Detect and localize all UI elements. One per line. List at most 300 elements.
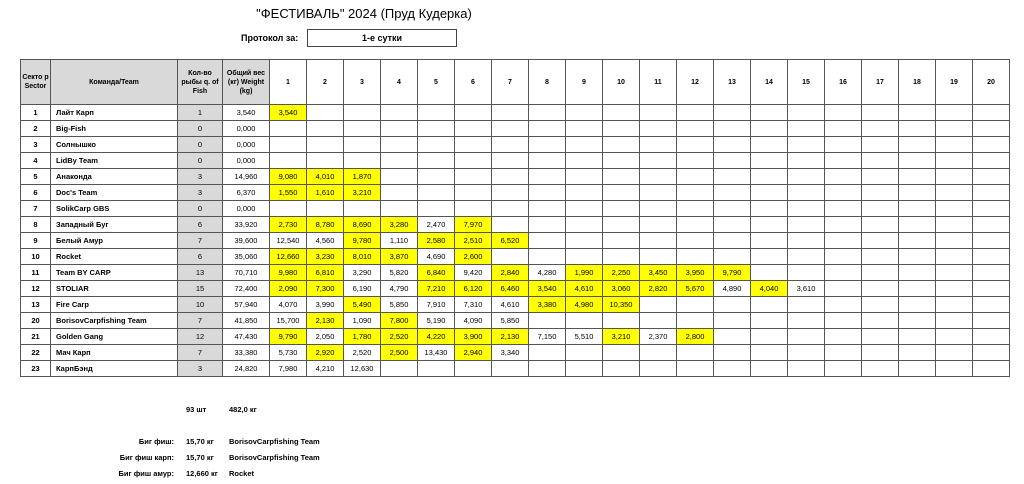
sector-cell: 7: [21, 201, 51, 217]
fish-cell: [603, 345, 640, 361]
fish-cell: [640, 105, 677, 121]
sector-cell: 6: [21, 185, 51, 201]
fish-cell: 5,820: [381, 265, 418, 281]
fish-cell: [677, 185, 714, 201]
fish-cell: [566, 137, 603, 153]
fish-cell: [270, 153, 307, 169]
fish-cell: [529, 361, 566, 377]
fish-cell: 1,110: [381, 233, 418, 249]
fish-cell: [529, 249, 566, 265]
weight-cell: 0,000: [223, 121, 270, 137]
fish-cell: [455, 361, 492, 377]
fish-cell: [455, 137, 492, 153]
fish-cell: [566, 201, 603, 217]
fish-cell: [936, 249, 973, 265]
fish-cell: 6,460: [492, 281, 529, 297]
fish-cell: 3,290: [344, 265, 381, 281]
fish-cell: 7,910: [418, 297, 455, 313]
count-cell: 7: [178, 345, 223, 361]
table-row: [21, 137, 1010, 153]
header-fish-17: 17: [862, 60, 899, 105]
table-row: [21, 105, 1010, 121]
fish-cell: [714, 105, 751, 121]
fish-cell: 13,430: [418, 345, 455, 361]
fish-cell: [492, 249, 529, 265]
fish-cell: [603, 313, 640, 329]
fish-cell: [751, 265, 788, 281]
count-cell: 0: [178, 121, 223, 137]
fish-cell: [640, 121, 677, 137]
fish-cell: [344, 121, 381, 137]
fish-cell: [603, 361, 640, 377]
fish-cell: 12,540: [270, 233, 307, 249]
big-fish-carp-label: Биг фиш карп:: [119, 453, 174, 462]
fish-cell: 15,700: [270, 313, 307, 329]
fish-cell: [973, 153, 1010, 169]
fish-cell: 3,610: [788, 281, 825, 297]
fish-cell: 2,130: [492, 329, 529, 345]
fish-cell: [566, 121, 603, 137]
fish-cell: [751, 105, 788, 121]
fish-cell: [529, 185, 566, 201]
fish-cell: [862, 233, 899, 249]
fish-cell: [973, 201, 1010, 217]
fish-cell: 9,790: [714, 265, 751, 281]
fish-cell: [640, 217, 677, 233]
fish-cell: [862, 345, 899, 361]
fish-cell: 12,630: [344, 361, 381, 377]
fish-cell: [677, 233, 714, 249]
header-fish-9: 9: [566, 60, 603, 105]
fish-cell: 4,890: [714, 281, 751, 297]
fish-cell: [936, 233, 973, 249]
fish-cell: 2,090: [270, 281, 307, 297]
fish-cell: 1,870: [344, 169, 381, 185]
fish-cell: [418, 121, 455, 137]
sector-cell: 10: [21, 249, 51, 265]
team-cell: КарпБэнд: [51, 361, 178, 377]
fish-cell: 4,040: [751, 281, 788, 297]
fish-cell: [788, 137, 825, 153]
fish-cell: [529, 217, 566, 233]
fish-cell: [825, 361, 862, 377]
fish-cell: [529, 121, 566, 137]
fish-cell: [270, 121, 307, 137]
table-row: [21, 361, 1010, 377]
fish-cell: [344, 201, 381, 217]
fish-cell: [381, 185, 418, 201]
count-cell: 3: [178, 361, 223, 377]
fish-cell: [973, 297, 1010, 313]
fish-cell: 12,660: [270, 249, 307, 265]
fish-cell: [936, 297, 973, 313]
fish-cell: [751, 137, 788, 153]
table-row: [21, 217, 1010, 233]
fish-cell: [973, 281, 1010, 297]
fish-cell: [603, 153, 640, 169]
fish-cell: [381, 121, 418, 137]
fish-cell: [492, 185, 529, 201]
weight-cell: 35,060: [223, 249, 270, 265]
header-fish-3: 3: [344, 60, 381, 105]
fish-cell: [936, 201, 973, 217]
fish-cell: [751, 361, 788, 377]
fish-cell: [714, 297, 751, 313]
fish-cell: [381, 201, 418, 217]
fish-cell: 4,690: [418, 249, 455, 265]
fish-cell: [455, 121, 492, 137]
fish-cell: [936, 153, 973, 169]
fish-cell: 4,560: [307, 233, 344, 249]
team-cell: LidBy Team: [51, 153, 178, 169]
fish-cell: [714, 313, 751, 329]
fish-cell: [603, 217, 640, 233]
fish-cell: 2,510: [455, 233, 492, 249]
fish-cell: [899, 217, 936, 233]
fish-cell: 7,980: [270, 361, 307, 377]
fish-cell: [566, 345, 603, 361]
fish-cell: [418, 169, 455, 185]
fish-cell: [640, 233, 677, 249]
fish-cell: [862, 217, 899, 233]
fish-cell: [899, 297, 936, 313]
fish-cell: [788, 297, 825, 313]
fish-cell: 4,070: [270, 297, 307, 313]
fish-cell: 3,280: [381, 217, 418, 233]
fish-cell: [381, 169, 418, 185]
fish-cell: [936, 265, 973, 281]
fish-cell: [492, 153, 529, 169]
fish-cell: [899, 201, 936, 217]
fish-cell: [973, 169, 1010, 185]
fish-cell: 2,470: [418, 217, 455, 233]
fish-cell: [640, 361, 677, 377]
fish-cell: [825, 185, 862, 201]
fish-cell: [714, 361, 751, 377]
header-fish-1: 1: [270, 60, 307, 105]
fish-cell: [899, 169, 936, 185]
fish-cell: [751, 329, 788, 345]
sector-cell: 1: [21, 105, 51, 121]
fish-cell: [788, 169, 825, 185]
fish-cell: [603, 121, 640, 137]
fish-cell: 10,350: [603, 297, 640, 313]
fish-cell: [973, 121, 1010, 137]
fish-cell: 5,850: [492, 313, 529, 329]
fish-cell: [529, 169, 566, 185]
sector-cell: 8: [21, 217, 51, 233]
fish-cell: [751, 121, 788, 137]
fish-cell: 2,130: [307, 313, 344, 329]
fish-cell: [418, 201, 455, 217]
fish-cell: [899, 329, 936, 345]
fish-cell: [677, 137, 714, 153]
count-cell: 12: [178, 329, 223, 345]
fish-cell: [751, 201, 788, 217]
fish-cell: [677, 297, 714, 313]
fish-cell: 6,810: [307, 265, 344, 281]
weight-cell: 33,380: [223, 345, 270, 361]
fish-cell: [862, 281, 899, 297]
fish-cell: [936, 281, 973, 297]
fish-cell: 5,490: [344, 297, 381, 313]
fish-cell: [973, 137, 1010, 153]
fish-cell: [455, 105, 492, 121]
fish-cell: 6,840: [418, 265, 455, 281]
count-cell: 0: [178, 137, 223, 153]
fish-cell: [677, 313, 714, 329]
count-cell: 0: [178, 153, 223, 169]
weight-cell: 0,000: [223, 137, 270, 153]
sector-cell: 22: [21, 345, 51, 361]
team-cell: STOLIAR: [51, 281, 178, 297]
fish-cell: [603, 201, 640, 217]
fish-cell: [677, 345, 714, 361]
fish-cell: [307, 153, 344, 169]
fish-cell: [862, 121, 899, 137]
fish-cell: [751, 345, 788, 361]
sector-cell: 5: [21, 169, 51, 185]
sector-cell: 23: [21, 361, 51, 377]
fish-cell: [825, 297, 862, 313]
fish-cell: [418, 185, 455, 201]
sector-cell: 4: [21, 153, 51, 169]
fish-cell: [640, 169, 677, 185]
weight-cell: 47,430: [223, 329, 270, 345]
weight-cell: 70,710: [223, 265, 270, 281]
header-fish-12: 12: [677, 60, 714, 105]
big-fish-team: BorisovCarpfishing Team: [229, 437, 320, 446]
fish-cell: [862, 265, 899, 281]
fish-cell: [899, 105, 936, 121]
fish-cell: 8,780: [307, 217, 344, 233]
fish-cell: [862, 201, 899, 217]
fish-cell: [862, 185, 899, 201]
weight-cell: 24,820: [223, 361, 270, 377]
fish-cell: 2,500: [381, 345, 418, 361]
fish-cell: 2,580: [418, 233, 455, 249]
weight-cell: 41,850: [223, 313, 270, 329]
fish-cell: [566, 169, 603, 185]
fish-cell: [566, 153, 603, 169]
big-fish-value: 15,70 кг: [186, 437, 214, 446]
fish-cell: 2,520: [344, 345, 381, 361]
fish-cell: [751, 185, 788, 201]
fish-cell: 1,990: [566, 265, 603, 281]
fish-cell: 8,010: [344, 249, 381, 265]
fish-cell: [788, 217, 825, 233]
big-fish-amur-team: Rocket: [229, 469, 255, 478]
fish-cell: [788, 361, 825, 377]
fish-cell: [862, 249, 899, 265]
team-cell: Doc's Team: [51, 185, 178, 201]
fish-cell: [862, 153, 899, 169]
table-row: [21, 201, 1010, 217]
fish-cell: [714, 233, 751, 249]
fish-cell: [566, 233, 603, 249]
fish-cell: [640, 201, 677, 217]
fish-cell: 9,980: [270, 265, 307, 281]
sector-cell: 2: [21, 121, 51, 137]
header-count: Кол-во рыбы q. of Fish: [178, 60, 223, 105]
total-weight: 482,0 кг: [229, 405, 257, 414]
team-cell: Fire Carp: [51, 297, 178, 313]
fish-cell: [381, 105, 418, 121]
fish-cell: [862, 361, 899, 377]
fish-cell: [640, 137, 677, 153]
team-cell: Белый Амур: [51, 233, 178, 249]
header-fish-5: 5: [418, 60, 455, 105]
fish-cell: [492, 105, 529, 121]
fish-cell: [418, 105, 455, 121]
fish-cell: [344, 105, 381, 121]
header-fish-4: 4: [381, 60, 418, 105]
fish-cell: [714, 137, 751, 153]
fish-cell: [973, 345, 1010, 361]
header-fish-15: 15: [788, 60, 825, 105]
fish-cell: [899, 265, 936, 281]
fish-cell: [529, 201, 566, 217]
sector-cell: 3: [21, 137, 51, 153]
table-row: [21, 281, 1010, 297]
fish-cell: 5,850: [381, 297, 418, 313]
big-fish-carp-value: 15,70 кг: [186, 453, 214, 462]
fish-cell: [566, 361, 603, 377]
fish-cell: [936, 217, 973, 233]
team-cell: BorisovCarpfishing Team: [51, 313, 178, 329]
table-row: [21, 329, 1010, 345]
fish-cell: 3,900: [455, 329, 492, 345]
fish-cell: [492, 217, 529, 233]
fish-cell: [603, 249, 640, 265]
fish-cell: [825, 105, 862, 121]
fish-cell: [566, 185, 603, 201]
fish-cell: [751, 313, 788, 329]
fish-cell: [788, 329, 825, 345]
fish-cell: [640, 185, 677, 201]
fish-cell: 4,090: [455, 313, 492, 329]
fish-cell: 3,450: [640, 265, 677, 281]
fish-cell: 8,690: [344, 217, 381, 233]
fish-cell: [529, 153, 566, 169]
fish-cell: 3,540: [529, 281, 566, 297]
fish-cell: [640, 297, 677, 313]
count-cell: 7: [178, 313, 223, 329]
fish-cell: [788, 345, 825, 361]
fish-cell: [899, 137, 936, 153]
fish-cell: 2,370: [640, 329, 677, 345]
fish-cell: [492, 121, 529, 137]
fish-cell: [825, 233, 862, 249]
count-cell: 3: [178, 185, 223, 201]
fish-cell: [529, 345, 566, 361]
fish-cell: 7,210: [418, 281, 455, 297]
fish-cell: [714, 169, 751, 185]
fish-cell: 3,060: [603, 281, 640, 297]
fish-cell: [825, 313, 862, 329]
fish-cell: [529, 105, 566, 121]
count-cell: 3: [178, 169, 223, 185]
protocol-label: Протокол за:: [241, 33, 299, 43]
header-fish-7: 7: [492, 60, 529, 105]
fish-cell: [714, 249, 751, 265]
fish-cell: [492, 169, 529, 185]
fish-cell: [788, 201, 825, 217]
fish-cell: [788, 153, 825, 169]
header-fish-2: 2: [307, 60, 344, 105]
fish-cell: 3,210: [344, 185, 381, 201]
fish-cell: [973, 105, 1010, 121]
fish-cell: [307, 105, 344, 121]
fish-cell: [714, 121, 751, 137]
fish-cell: [788, 249, 825, 265]
fish-cell: [344, 153, 381, 169]
table-row: [21, 265, 1010, 281]
big-fish-amur-value: 12,660 кг: [186, 469, 218, 478]
fish-cell: [973, 233, 1010, 249]
header-team: Команда/Team: [51, 60, 178, 105]
fish-cell: [825, 169, 862, 185]
fish-cell: 3,870: [381, 249, 418, 265]
fish-cell: [936, 169, 973, 185]
fish-cell: [307, 137, 344, 153]
fish-cell: [714, 345, 751, 361]
fish-cell: [899, 361, 936, 377]
header-fish-20: 20: [973, 60, 1010, 105]
fish-cell: 3,380: [529, 297, 566, 313]
fish-cell: [455, 185, 492, 201]
fish-cell: 6,190: [344, 281, 381, 297]
fish-cell: 5,510: [566, 329, 603, 345]
fish-cell: [381, 137, 418, 153]
fish-cell: [714, 153, 751, 169]
fish-cell: [640, 313, 677, 329]
fish-cell: [899, 153, 936, 169]
fish-cell: 4,210: [307, 361, 344, 377]
table-row: [21, 345, 1010, 361]
fish-cell: 2,820: [640, 281, 677, 297]
fish-cell: [677, 105, 714, 121]
fish-cell: [381, 361, 418, 377]
team-cell: Team BY CARP: [51, 265, 178, 281]
fish-cell: 3,990: [307, 297, 344, 313]
fish-cell: [270, 201, 307, 217]
fish-cell: [973, 329, 1010, 345]
results-table: [20, 59, 1010, 377]
fish-cell: 2,840: [492, 265, 529, 281]
fish-cell: [973, 361, 1010, 377]
header-fish-16: 16: [825, 60, 862, 105]
fish-cell: [751, 217, 788, 233]
fish-cell: 2,940: [455, 345, 492, 361]
header-sector: Секто р Sector: [21, 60, 51, 105]
fish-cell: [973, 265, 1010, 281]
team-cell: Big-Fish: [51, 121, 178, 137]
fish-cell: [566, 249, 603, 265]
fish-cell: [973, 185, 1010, 201]
fish-cell: [677, 361, 714, 377]
weight-cell: 57,940: [223, 297, 270, 313]
fish-cell: [566, 105, 603, 121]
sector-cell: 13: [21, 297, 51, 313]
fish-cell: 3,230: [307, 249, 344, 265]
weight-cell: 33,920: [223, 217, 270, 233]
table-row: [21, 313, 1010, 329]
fish-cell: 4,220: [418, 329, 455, 345]
weight-cell: 3,540: [223, 105, 270, 121]
fish-cell: [307, 121, 344, 137]
fish-cell: [899, 281, 936, 297]
